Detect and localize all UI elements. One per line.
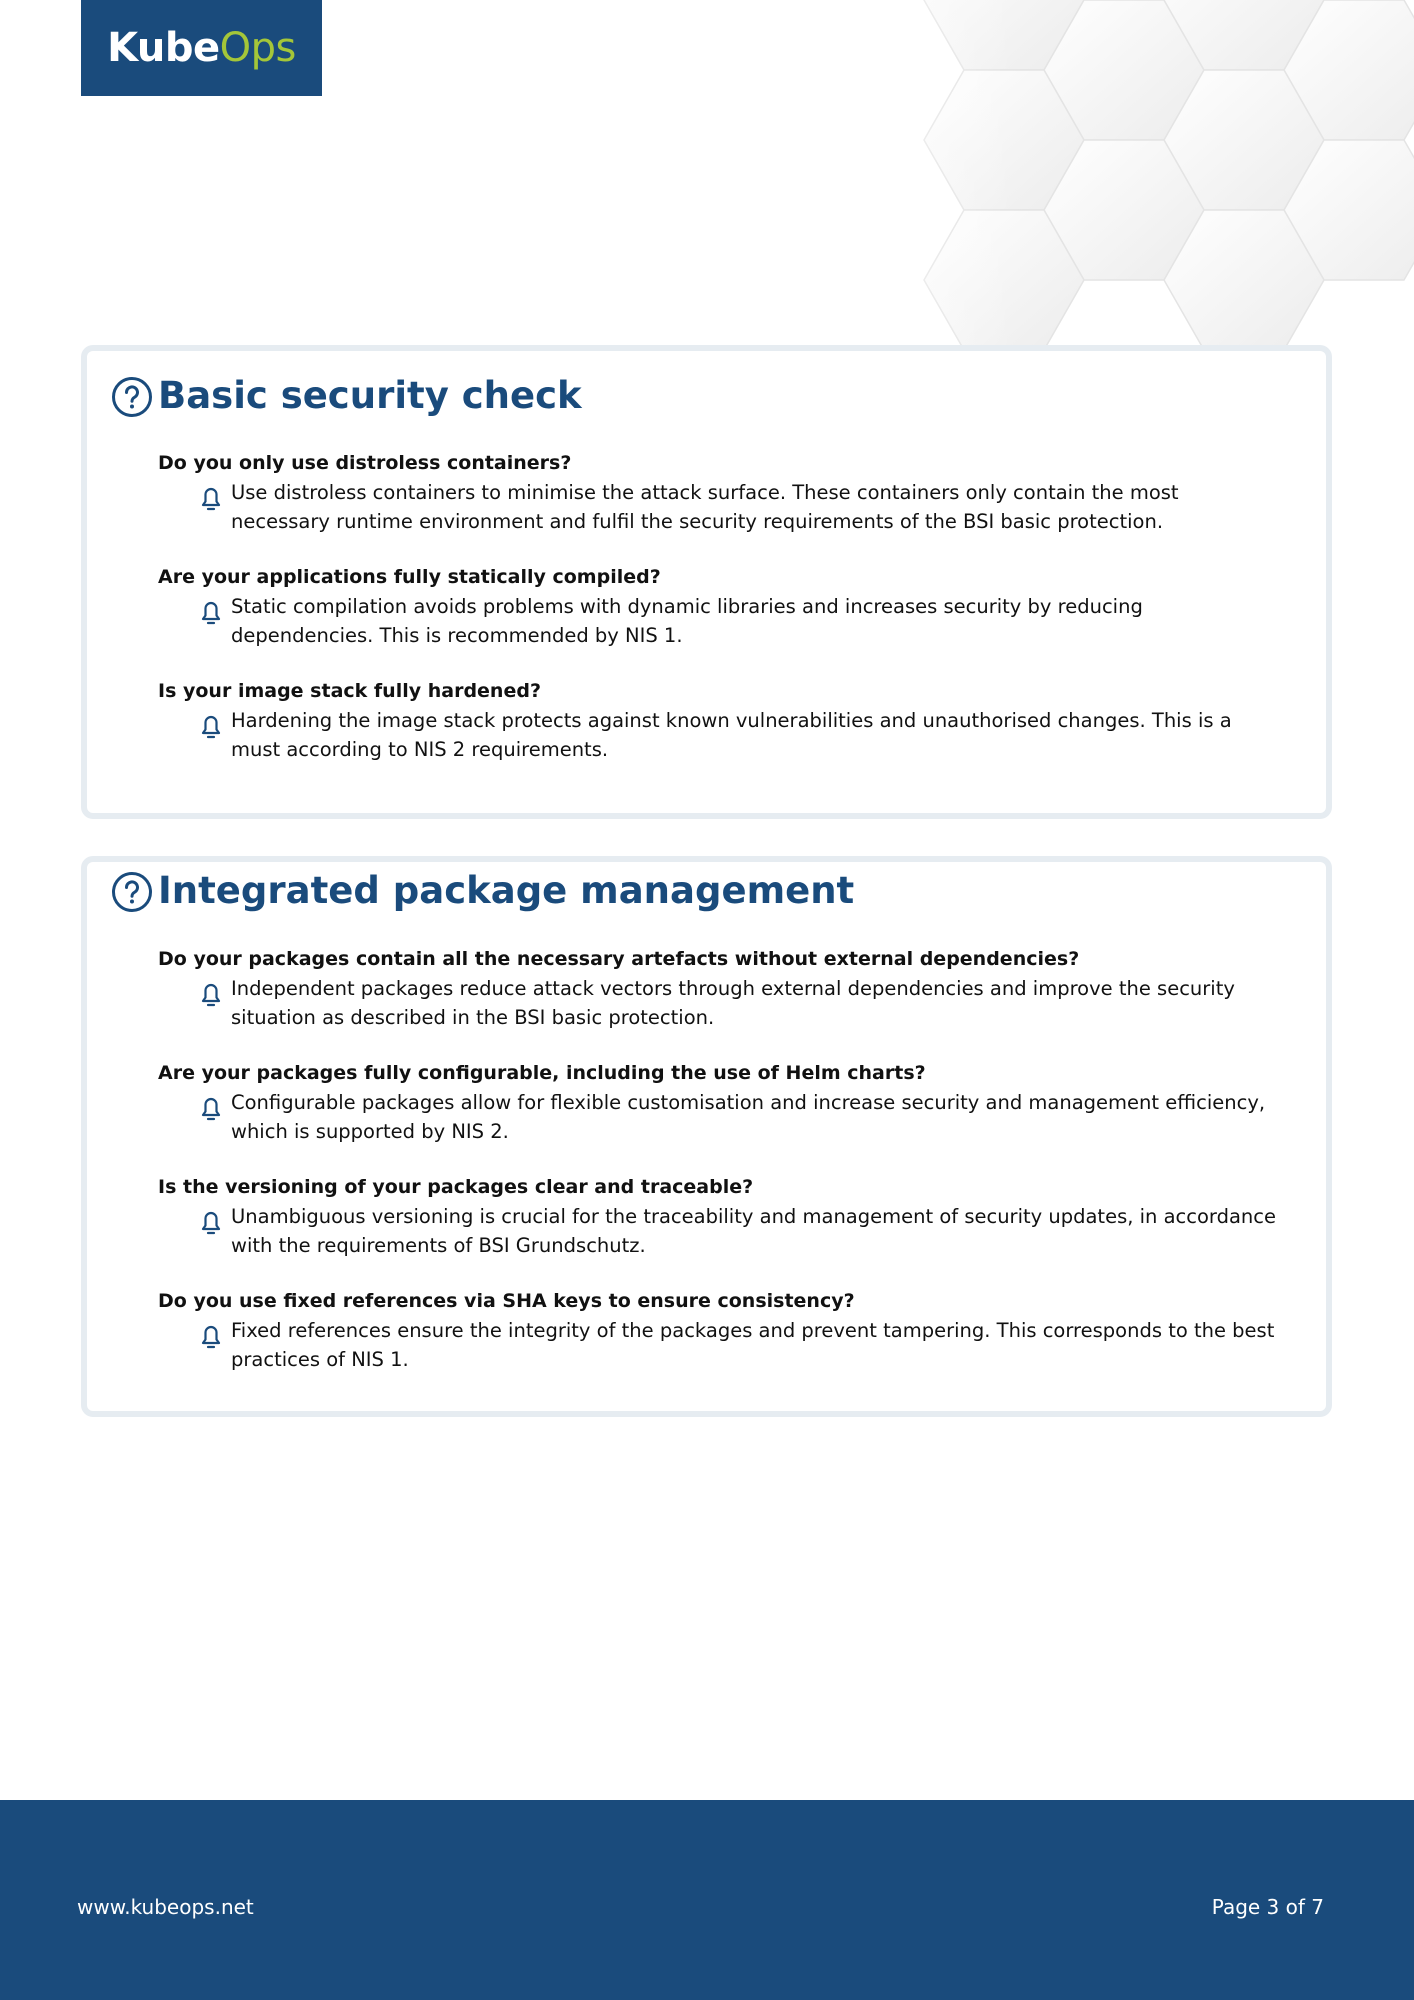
section-title: Integrated package management — [158, 869, 855, 912]
question-label: Do you only use distroless containers? — [158, 452, 572, 474]
bell-icon — [198, 1321, 224, 1351]
section-title: Basic security check — [158, 374, 582, 417]
footer-website-link[interactable]: www.kubeops.net — [77, 1895, 254, 1919]
logo-text-kube: Kube — [107, 25, 220, 71]
question-label: Do your packages contain all the necessary artefacts without external dependencies? — [158, 948, 1080, 970]
question-label: Is your image stack fully hardened? — [158, 680, 541, 702]
answer-text: Independent packages reduce attack vectors through external dependencies and improve the security situation as described in the BSI basic protection. — [231, 977, 1235, 1029]
bell-icon — [198, 1207, 224, 1237]
page-footer — [0, 1800, 1414, 2000]
kubeops-logo — [81, 0, 322, 96]
bell-icon — [198, 597, 224, 627]
bell-icon — [198, 1093, 224, 1123]
answer-text: Fixed references ensure the integrity of the packages and prevent tampering. This corresponds to the best practices of NIS 1. — [231, 1319, 1275, 1371]
answer-text: Unambiguous versioning is crucial for the traceability and management of security updates, in accordance with the requirements of BSI Grundschutz. — [231, 1205, 1277, 1257]
question-circle-icon — [111, 871, 153, 913]
bell-icon — [198, 979, 224, 1009]
answer-text: Static compilation avoids problems with dynamic libraries and increases security by reducing dependencies. This is recommended by NIS 1. — [231, 595, 1143, 647]
bell-icon — [198, 711, 224, 741]
question-label: Are your packages fully configurable, including the use of Helm charts? — [158, 1062, 926, 1084]
answer-text: Configurable packages allow for flexible customisation and increase security and management efficiency, which is supported by NIS 2. — [231, 1091, 1266, 1143]
answer-text: Use distroless containers to minimise the attack surface. These containers only contain the most necessary runtime environment and fulfil the security requirements of the BSI basic protection. — [231, 481, 1179, 533]
question-label: Are your applications fully statically compiled? — [158, 566, 661, 588]
hexagon-background — [694, 0, 1414, 350]
question-circle-icon — [111, 376, 153, 418]
bell-icon — [198, 483, 224, 513]
question-label: Do you use fixed references via SHA keys to ensure consistency? — [158, 1290, 855, 1312]
question-label: Is the versioning of your packages clear and traceable? — [158, 1176, 754, 1198]
logo-text-ops: Ops — [219, 25, 296, 71]
answer-text: Hardening the image stack protects against known vulnerabilities and unauthorised changes. This is a must according to NIS 2 requirements. — [231, 709, 1232, 761]
footer-page-number: Page 3 of 7 — [1211, 1895, 1324, 1919]
